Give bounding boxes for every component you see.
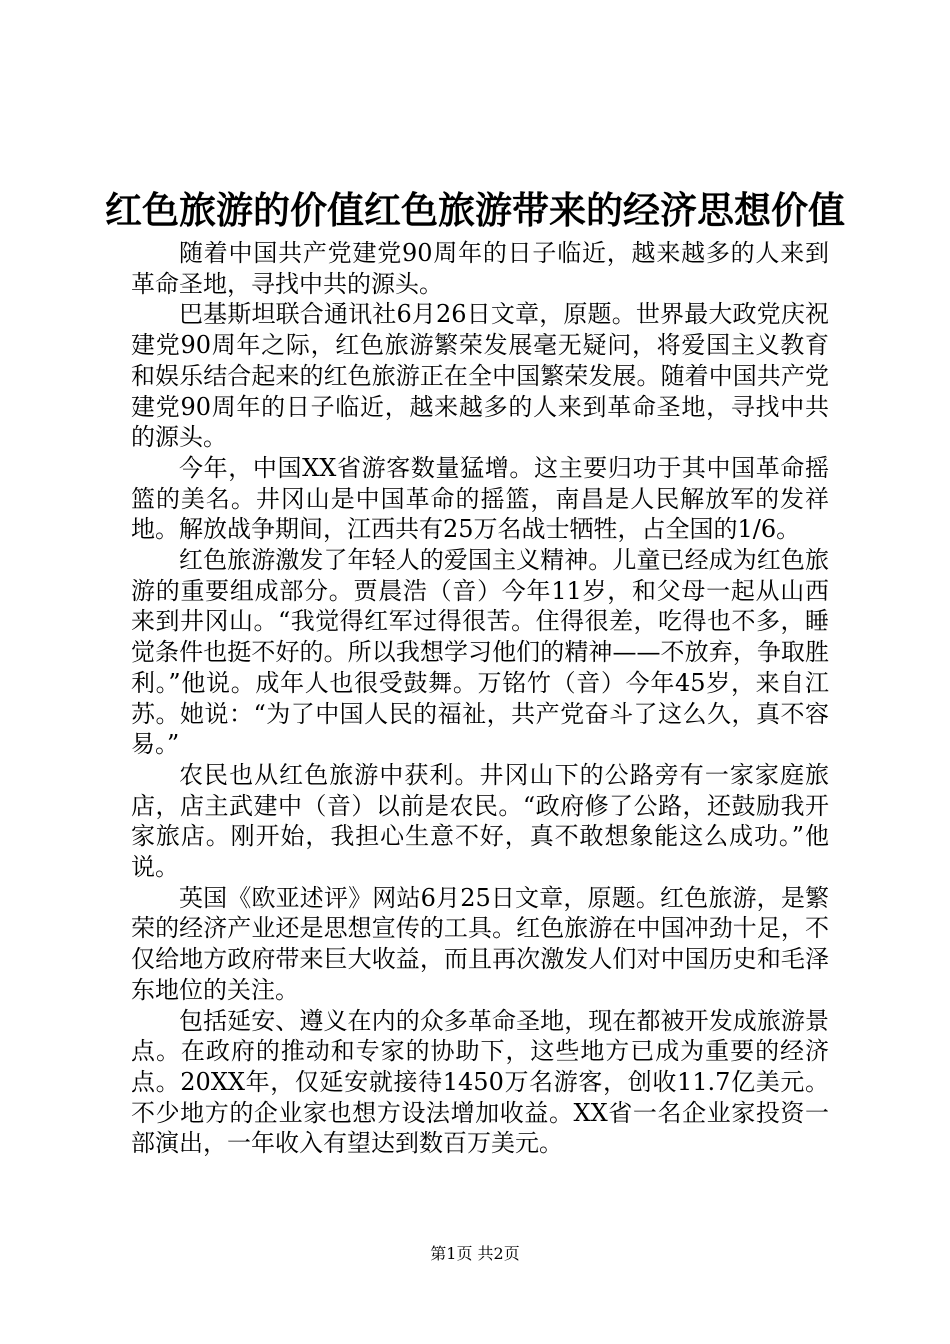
page-number-footer: 第1页 共2页 (430, 1244, 520, 1263)
document-body (131, 238, 829, 1159)
paragraph-6: 英国《欧亚述评》网站6月25日文章，原题。红色旅游，是繁荣的经济产业还是思想宣传的工具。红色旅游在中国冲劲十足，不仅给地方政府带来巨大收益，而且再次激发人们对中国历史和毛泽东地位的关注。 (131, 883, 829, 1004)
paragraph-1: 随着中国共产党建党90周年的日子临近，越来越多的人来到革命圣地，寻找中共的源头。 (131, 239, 829, 298)
paragraph-4: 红色旅游激发了年轻人的爱国主义精神。儿童已经成为红色旅游的重要组成部分。贾晨浩（音）今年11岁，和父母一起从山西来到井冈山。“我觉得红军过得很苦。住得很差，吃得也不多，睡觉条件也挺不好的。所以我想学习他们的精神——不放弃，争取胜利。”他说。成年人也很受鼓舞。万铭竹（音）今年45岁，来自江苏。她说：“为了中国人民的福祉，共产党奋斗了这么久，真不容易。” (131, 546, 829, 759)
paragraph-2: 巴基斯坦联合通讯社6月26日文章，原题。世界最大政党庆祝建党90周年之际，红色旅游繁荣发展毫无疑问，将爱国主义教育和娱乐结合起来的红色旅游正在全中国繁荣发展。随着中国共产党建党90周年的日子临近，越来越多的人来到革命圣地，寻找中共的源头。 (131, 300, 829, 452)
paragraph-7: 包括延安、遵义在内的众多革命圣地，现在都被开发成旅游景点。在政府的推动和专家的协助下，这些地方已成为重要的经济点。20XX年，仅延安就接待1450万名游客，创收11.7亿美元。不少地方的企业家也想方设法增加收益。XX省一名企业家投资一部演出，一年收入有望达到数百万美元。 (131, 1006, 829, 1158)
paragraph-5: 农民也从红色旅游中获利。井冈山下的公路旁有一家家庭旅店，店主武建中（音）以前是农民。“政府修了公路，还鼓励我开家旅店。刚开始，我担心生意不好，真不敢想象能这么成功。”他说。 (131, 760, 829, 882)
paragraph-3: 今年，中国XX省游客数量猛增。这主要归功于其中国革命摇篮的美名。井冈山是中国革命的摇篮，南昌是人民解放军的发祥地。解放战争期间，江西共有25万名战士牺牲，占全国的1/6。 (131, 453, 829, 544)
document-title: 红色旅游的价值红色旅游带来的经济思想价值 (105, 188, 845, 232)
